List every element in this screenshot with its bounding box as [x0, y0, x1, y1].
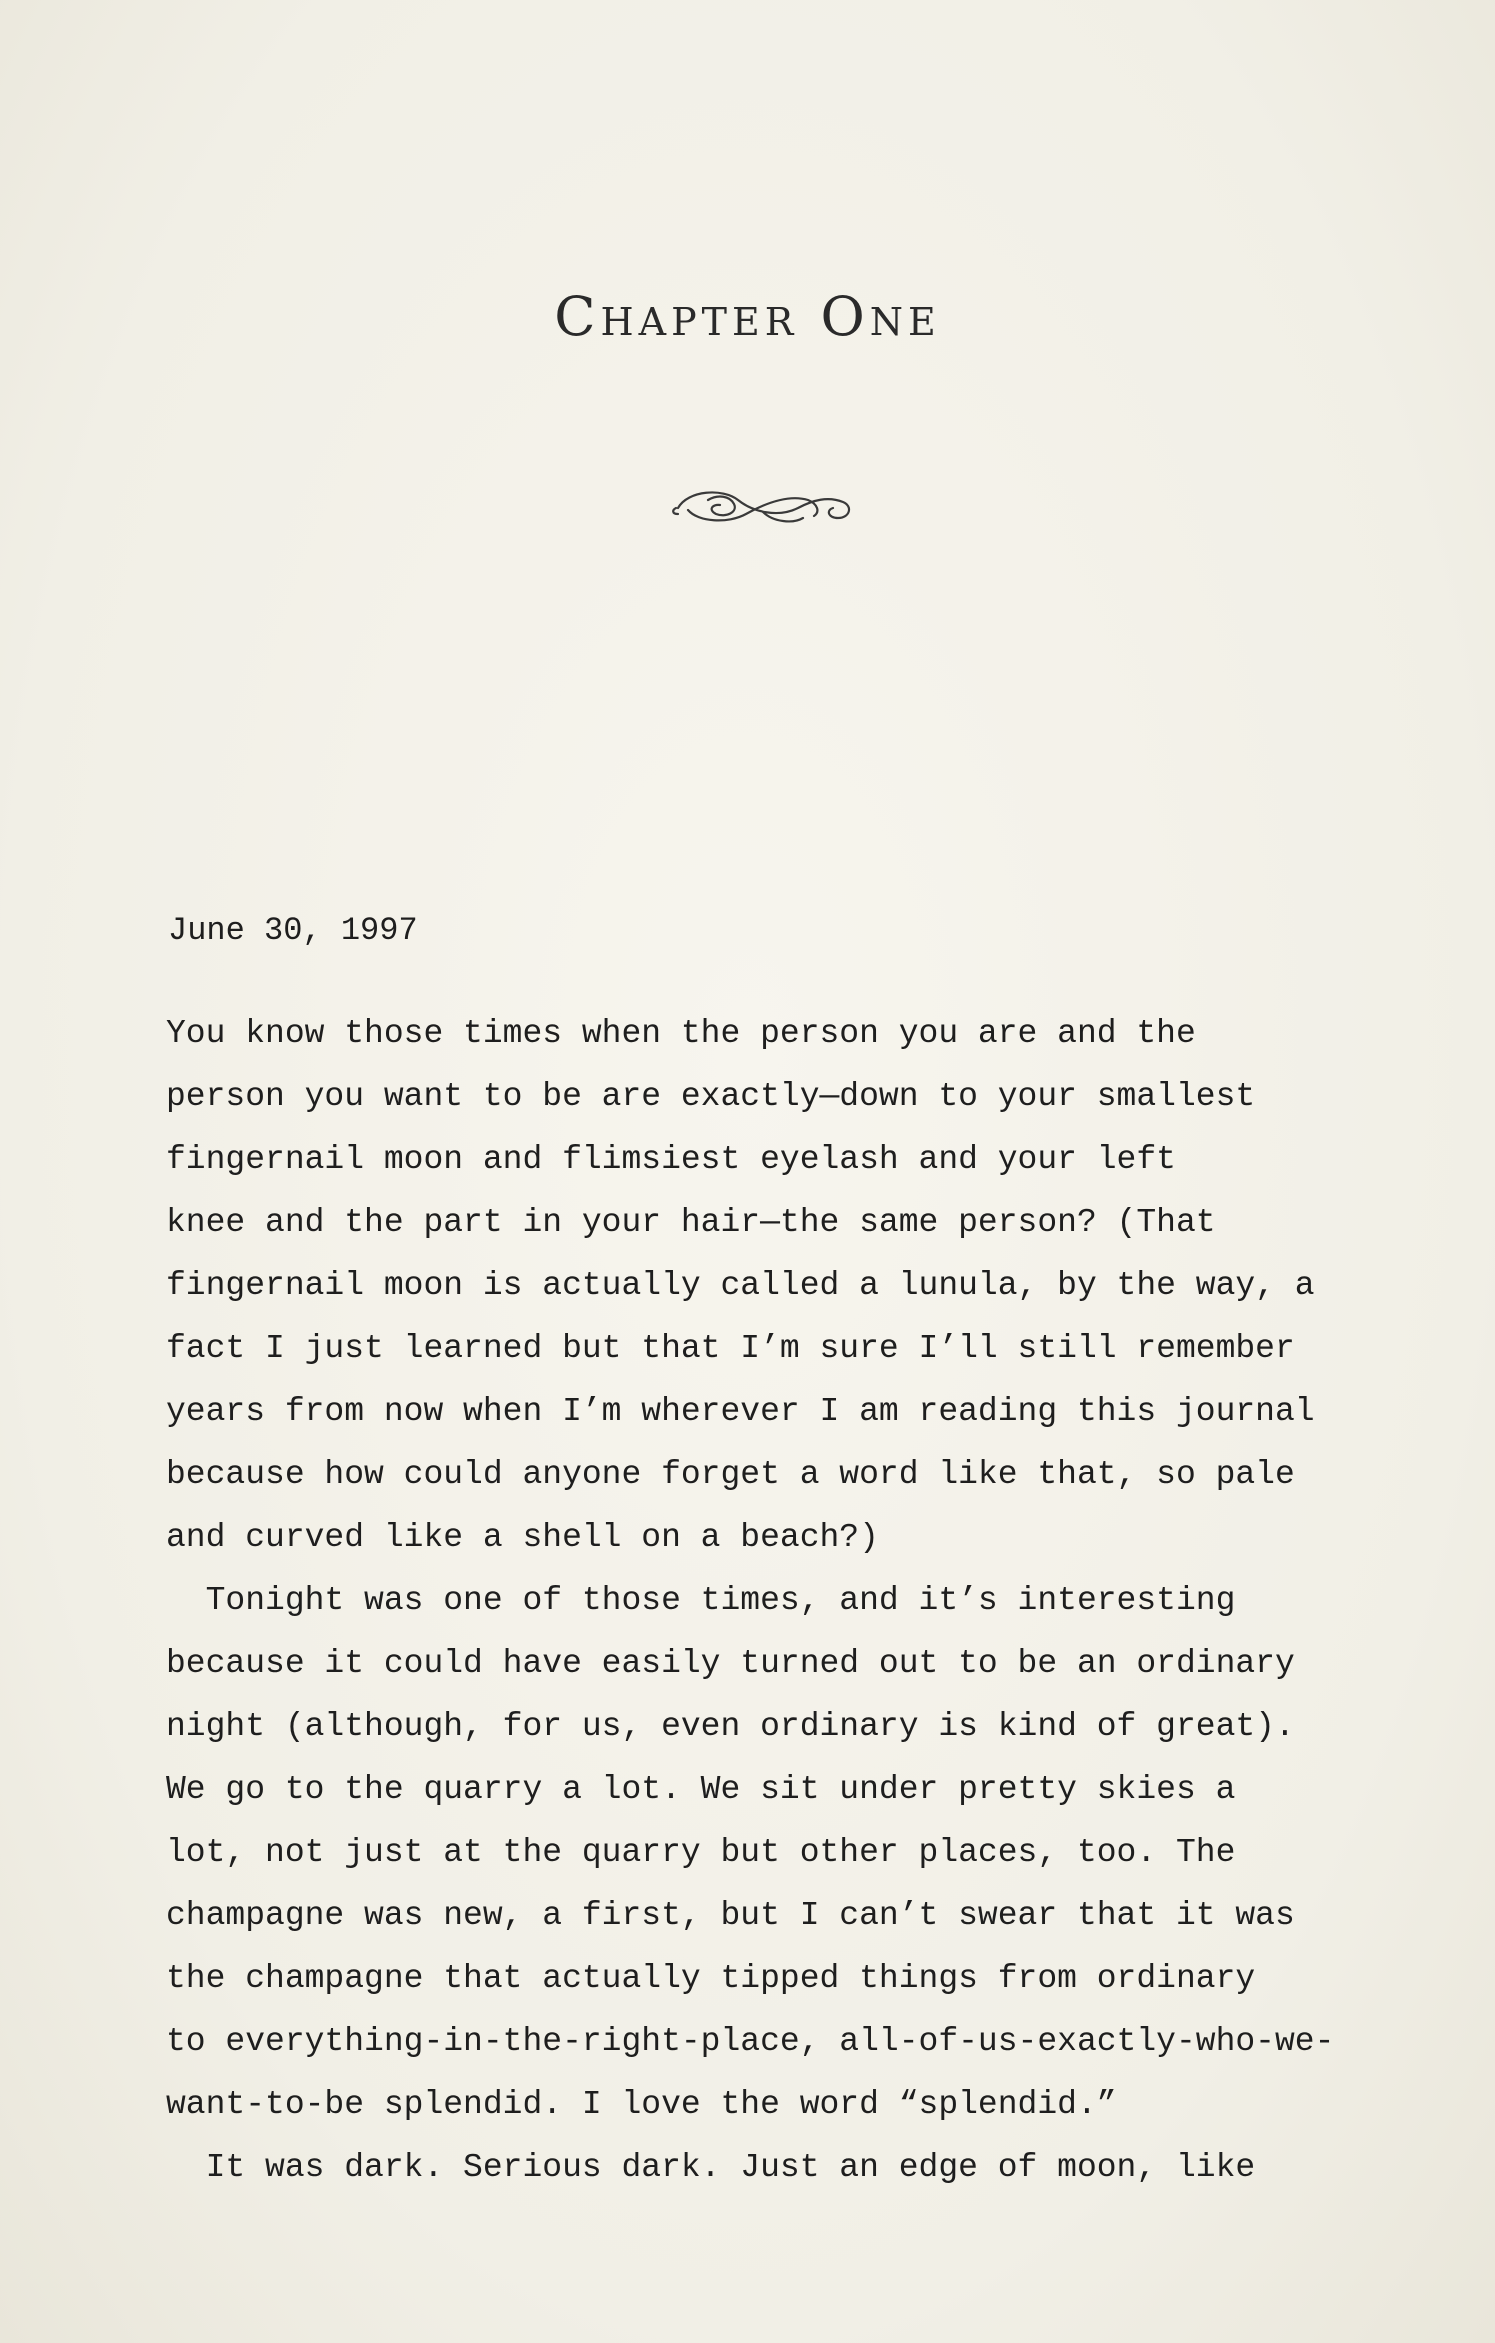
body-line: because how could anyone forget a word like that, so pale — [166, 1456, 1295, 1493]
body-line: because it could have easily turned out to be an ordinary — [166, 1645, 1295, 1682]
flourish-ornament-icon — [668, 478, 858, 536]
body-line: lot, not just at the quarry but other places, too. The — [166, 1834, 1236, 1871]
chapter-title: Chapter One — [554, 285, 941, 348]
body-line: and curved like a shell on a beach?) — [166, 1519, 879, 1556]
body-line: years from now when I’m wherever I am reading this journal — [166, 1393, 1315, 1430]
journal-body — [166, 1002, 1376, 2199]
body-line: person you want to be are exactly—down to your smallest — [166, 1078, 1256, 1115]
journal-date: June 30, 1997 — [168, 912, 418, 949]
body-line: champagne was new, a first, but I can’t swear that it was — [166, 1897, 1295, 1934]
body-line: Tonight was one of those times, and it’s interesting — [166, 1582, 1236, 1619]
body-line: We go to the quarry a lot. We sit under pretty skies a — [166, 1771, 1236, 1808]
body-line: It was dark. Serious dark. Just an edge of moon, like — [166, 2149, 1256, 2186]
body-line: to everything-in-the-right-place, all-of-us-exactly-who-we- — [166, 2023, 1335, 2060]
body-line: the champagne that actually tipped things from ordinary — [166, 1960, 1256, 1997]
body-line: You know those times when the person you are and the — [166, 1015, 1196, 1052]
body-line: fingernail moon is actually called a lunula, by the way, a — [166, 1267, 1315, 1304]
body-line: night (although, for us, even ordinary is kind of great). — [166, 1708, 1295, 1745]
body-line: fact I just learned but that I’m sure I’ll still remember — [166, 1330, 1295, 1367]
body-line: knee and the part in your hair—the same person? (That — [166, 1204, 1216, 1241]
body-line: fingernail moon and flimsiest eyelash and your left — [166, 1141, 1176, 1178]
body-line: want-to-be splendid. I love the word “splendid.” — [166, 2086, 1117, 2123]
